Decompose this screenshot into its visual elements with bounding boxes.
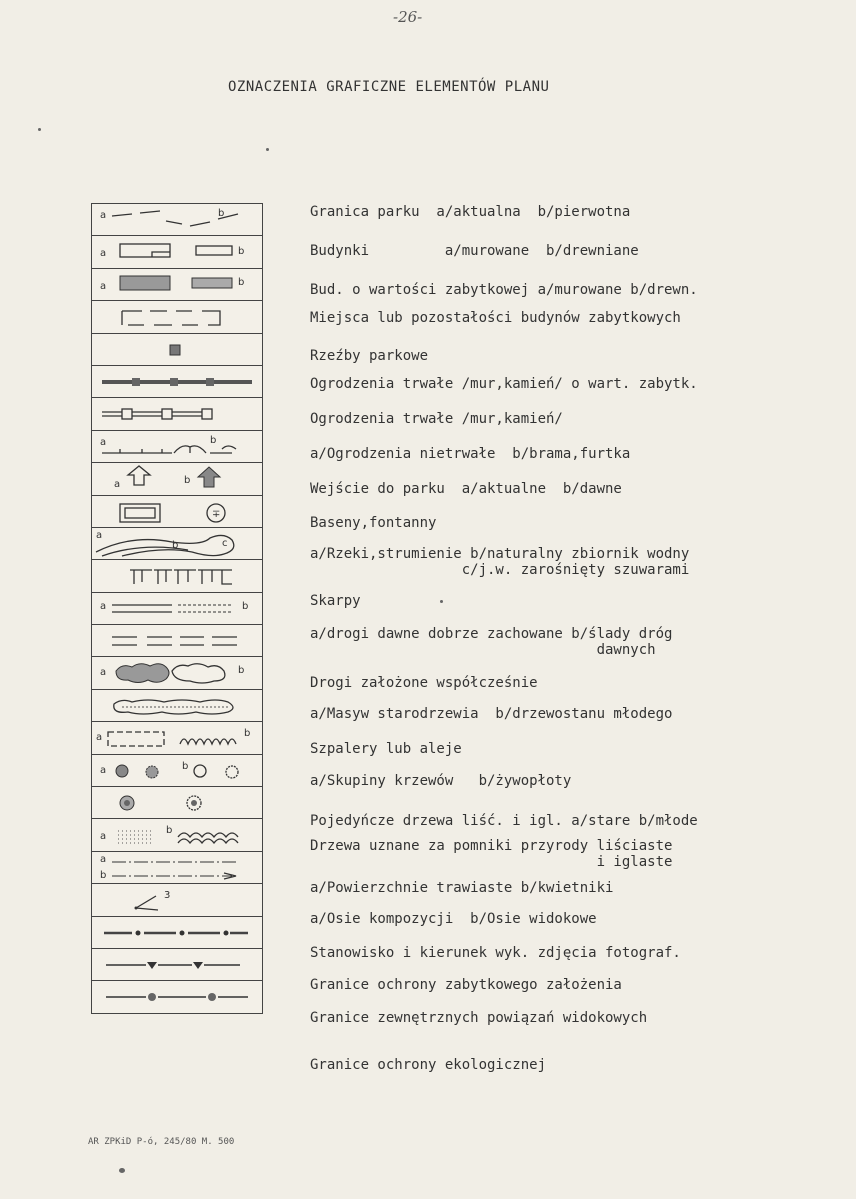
svg-text:b: b: [238, 665, 245, 677]
legend-symbol-photo-point: [92, 884, 262, 916]
page-number: -26-: [393, 8, 423, 26]
svg-text:a: a: [96, 732, 103, 744]
speck: [266, 148, 269, 151]
legend-symbol-eco-boundary: [92, 981, 262, 1013]
legend-description: Pojedyńcze drzewa liść. i igl. a/stare b/młode: [310, 813, 698, 829]
legend-description: Bud. o wartości zabytkowej a/murowane b/drewn.: [310, 282, 698, 298]
legend-description: Ogrodzenia trwałe /mur,kamień/: [310, 411, 563, 427]
legend-symbol-buildings: [92, 236, 262, 268]
svg-text:a: a: [100, 764, 107, 776]
legend-description: Miejsca lub pozostałości budynów zabytkowych: [310, 310, 681, 326]
svg-text:a: a: [96, 529, 103, 541]
legend-symbol-table: [91, 203, 263, 1014]
legend-symbol-monument-trees: [92, 787, 262, 819]
legend-symbol-heritage-boundary: [92, 917, 262, 949]
legend-symbol-single-trees: [92, 755, 262, 787]
svg-text:b: b: [238, 276, 245, 288]
legend-symbol-new-roads: [92, 625, 262, 657]
legend-description: a/Masyw starodrzewia b/drzewostanu młodego: [310, 706, 673, 722]
legend-description: Rzeźby parkowe: [310, 348, 429, 364]
legend-symbol-view-boundary: [92, 949, 262, 981]
legend-description: Drogi założone współcześnie: [310, 675, 538, 691]
legend-description: a/Skupiny krzewów b/żywopłoty: [310, 773, 572, 789]
legend-description: Skarpy: [310, 593, 361, 609]
legend-description: Granice ochrony zabytkowego założenia: [310, 977, 622, 993]
legend-symbol-pools: [92, 496, 262, 528]
svg-text:c: c: [222, 537, 228, 549]
svg-text:a: a: [100, 436, 107, 448]
legend-description: Granice ochrony ekologicznej: [310, 1057, 547, 1073]
legend-symbol-escarpment: [92, 560, 262, 592]
legend-symbol-boundary: [92, 204, 262, 236]
legend-description: Ogrodzenia trwałe /mur,kamień/ o wart. zabytk.: [310, 376, 698, 392]
svg-text:a: a: [100, 831, 107, 843]
legend-symbol-fence-historic: [92, 366, 262, 398]
svg-text:b: b: [218, 208, 225, 219]
svg-text:∓: ∓: [212, 508, 221, 520]
legend-symbol-building-remains: [92, 301, 262, 333]
legend-description: a/Ogrodzenia nietrwałe b/brama,furtka: [310, 446, 631, 462]
svg-text:b: b: [172, 539, 179, 551]
archive-stamp: AR ZPKiD P-ó, 245/80 M. 500: [88, 1137, 235, 1147]
svg-text:a: a: [100, 667, 107, 679]
svg-text:b: b: [242, 600, 249, 612]
legend-symbol-alleys: [92, 690, 262, 722]
svg-text:b: b: [166, 825, 173, 837]
svg-text:a: a: [100, 600, 107, 612]
legend-symbol-lawns: [92, 819, 262, 851]
legend-description: Granica parku a/aktualna b/pierwotna: [310, 204, 631, 220]
legend-symbol-axes: [92, 852, 262, 884]
legend-symbol-rivers: [92, 528, 262, 560]
svg-text:a: a: [114, 479, 121, 491]
svg-text:a: a: [100, 280, 107, 292]
page-title: OZNACZENIA GRAFICZNE ELEMENTÓW PLANU: [228, 79, 550, 95]
svg-text:3: 3: [164, 890, 171, 902]
legend-symbol-entrance: [92, 463, 262, 495]
legend-description: Drzewa uznane za pomniki przyrody liściaste i iglaste: [310, 838, 673, 870]
svg-text:a: a: [100, 210, 107, 221]
svg-text:b: b: [100, 869, 107, 881]
svg-text:b: b: [238, 246, 245, 258]
speck: [440, 600, 443, 603]
legend-symbol-buildings-historic: [92, 269, 262, 301]
legend-description: a/Powierzchnie trawiaste b/kwietniki: [310, 880, 614, 896]
legend-symbol-sculpture: [92, 334, 262, 366]
legend-symbol-fence-temporary: [92, 431, 262, 463]
legend-symbol-fence-permanent: [92, 398, 262, 430]
legend-description: a/drogi dawne dobrze zachowane b/ślady dróg dawnych: [310, 626, 673, 658]
speck: [119, 1168, 125, 1173]
legend-description: Granice zewnętrznych powiązań widokowych: [310, 1010, 648, 1026]
svg-text:b: b: [184, 475, 191, 487]
legend-description: Wejście do parku a/aktualne b/dawne: [310, 481, 622, 497]
legend-description: Budynki a/murowane b/drewniane: [310, 243, 639, 259]
legend-description: a/Rzeki,strumienie b/naturalny zbiornik wodny c/j.w. zarośnięty szuwarami: [310, 546, 690, 578]
legend-symbol-shrubs: [92, 722, 262, 754]
legend-description: Stanowisko i kierunek wyk. zdjęcia fotograf.: [310, 945, 681, 961]
svg-text:a: a: [100, 853, 107, 865]
svg-text:b: b: [210, 434, 217, 446]
speck: [38, 128, 41, 131]
legend-description: Baseny,fontanny: [310, 515, 437, 531]
svg-text:b: b: [182, 760, 189, 772]
svg-text:a: a: [100, 248, 107, 260]
legend-symbol-tree-mass: [92, 657, 262, 689]
svg-text:b: b: [244, 728, 251, 740]
legend-symbol-old-roads: [92, 593, 262, 625]
legend-description: Szpalery lub aleje: [310, 741, 462, 757]
legend-description: a/Osie kompozycji b/Osie widokowe: [310, 911, 597, 927]
